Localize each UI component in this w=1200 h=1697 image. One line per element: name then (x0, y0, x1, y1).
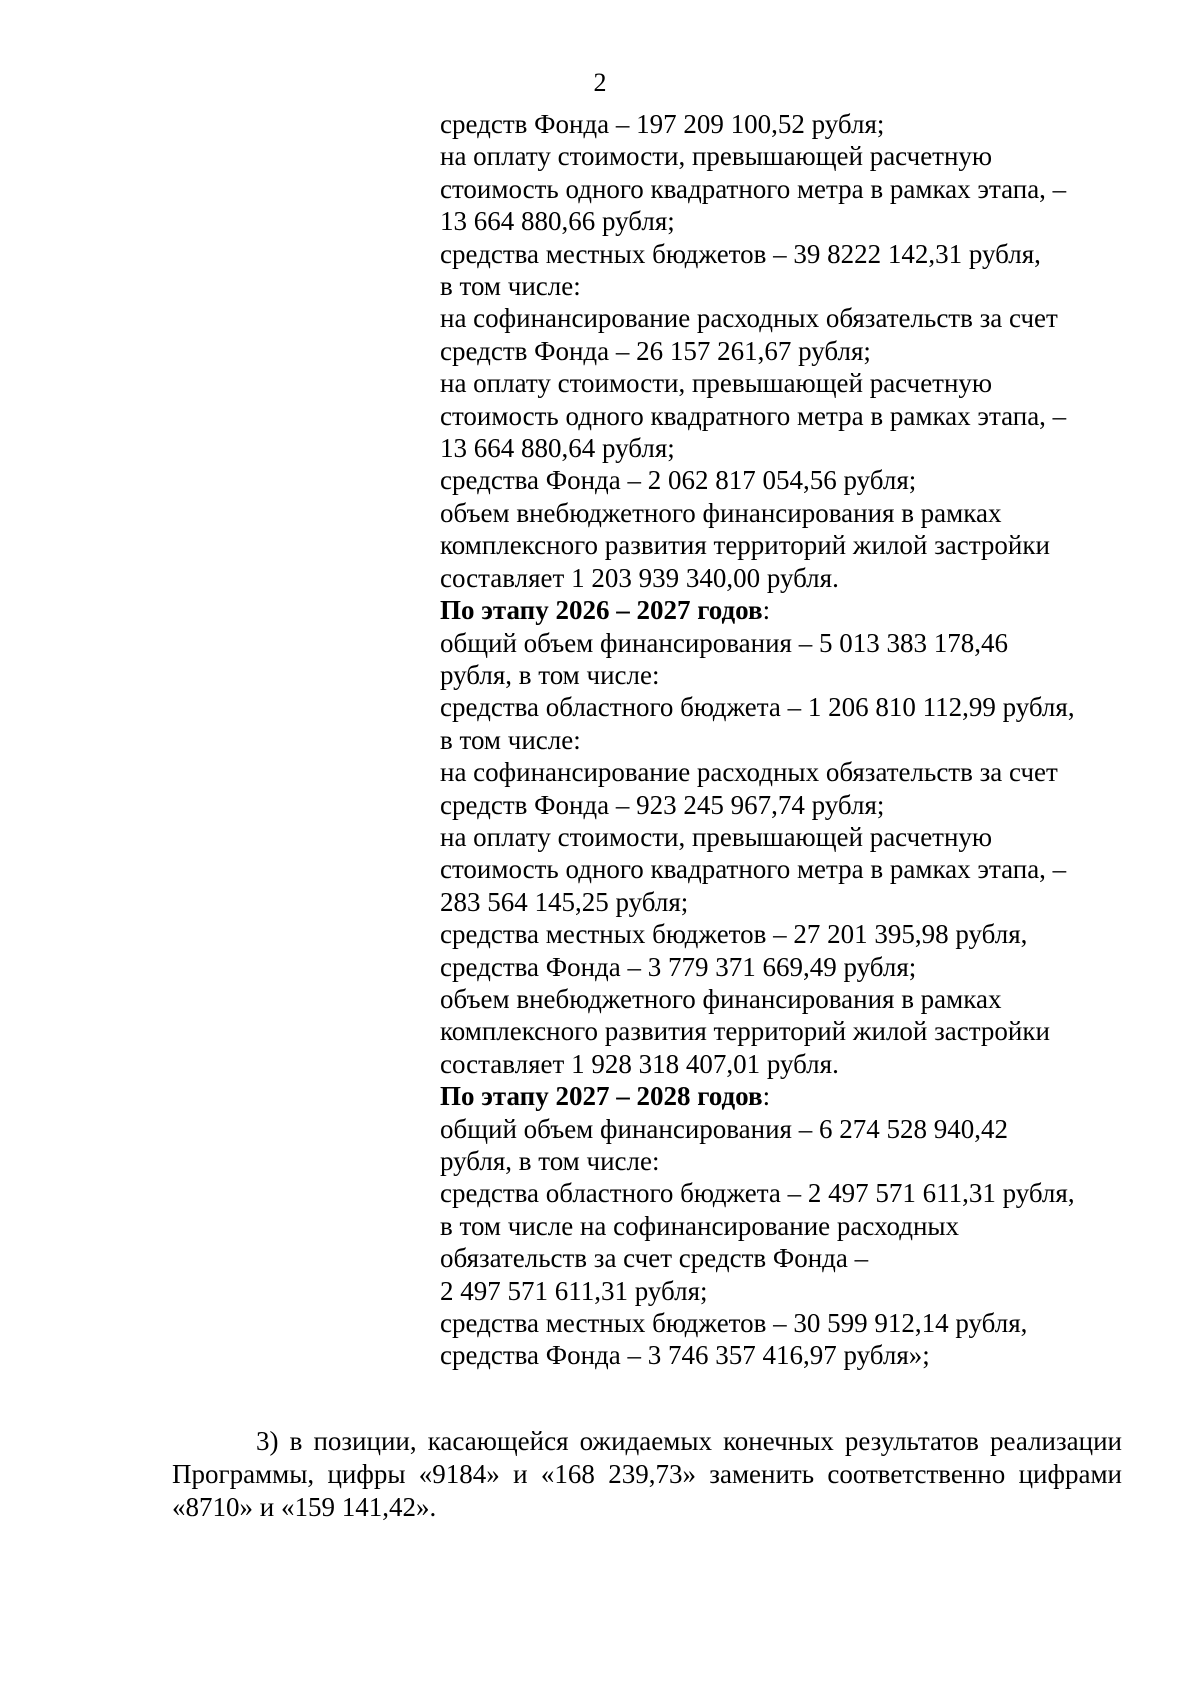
text-line: в том числе на софинансирование расходных (440, 1210, 960, 1241)
text-line: средства Фонда – 3 746 357 416,97 рубля»; (440, 1340, 930, 1371)
text-line: средства Фонда – 2 062 817 054,56 рубля; (440, 465, 917, 496)
text-line: объем внебюджетного финансирования в рамках (440, 983, 1002, 1014)
text-line: 283 564 145,25 рубля; (440, 886, 689, 917)
text-line: стоимость одного квадратного метра в рамках этапа, – (440, 854, 1067, 885)
text-line: стоимость одного квадратного метра в рамках этапа, – (440, 400, 1067, 431)
text-line: стоимость одного квадратного метра в рамках этапа, – (440, 173, 1067, 204)
text-line: общий объем финансирования – 5 013 383 178,46 (440, 627, 1008, 658)
page-number: 2 (593, 68, 607, 97)
text-line: средства местных бюджетов – 27 201 395,98 рубля, (440, 919, 1028, 950)
paragraph-line: 3) в позиции, касающейся ожидаемых конечных результатов реализации (256, 1426, 1122, 1456)
financing-column (440, 108, 1140, 1372)
text-line: 13 664 880,66 рубля; (440, 206, 675, 237)
amendment-paragraph (172, 1425, 1122, 1524)
text-line: 2 497 571 611,31 рубля; (440, 1275, 708, 1306)
text-line: комплексного развития территорий жилой застройки (440, 530, 1050, 561)
stage-heading-line (440, 594, 1140, 626)
text-line: средства местных бюджетов – 39 8222 142,31 рубля, (440, 238, 1041, 269)
text-line: на оплату стоимости, превышающей расчетную (440, 368, 993, 399)
text-line: средства Фонда – 3 779 371 669,49 рубля; (440, 951, 917, 982)
text-line: 13 664 880,64 рубля; (440, 433, 675, 464)
text-line: в том числе: (440, 271, 581, 302)
stage-heading-suffix: : (762, 1081, 771, 1112)
stage-heading-line (440, 1080, 1140, 1112)
text-line: в том числе: (440, 724, 581, 755)
stage-heading: По этапу 2027 – 2028 годов (440, 1081, 763, 1112)
stage-heading: По этапу 2026 – 2027 годов (440, 595, 763, 626)
text-line: рубля, в том числе: (440, 1146, 660, 1176)
text-line: комплексного развития территорий жилой застройки (440, 1016, 1050, 1047)
text-line: на софинансирование расходных обязательств за счет (440, 757, 1058, 788)
text-line: средств Фонда – 26 157 261,67 рубля; (440, 335, 871, 366)
text-line: на оплату стоимости, превышающей расчетную (440, 821, 993, 852)
text-line: составляет 1 203 939 340,00 рубля. (440, 562, 839, 593)
text-line: средства местных бюджетов – 30 599 912,14 рубля, (440, 1308, 1028, 1339)
text-line: составляет 1 928 318 407,01 рубля. (440, 1048, 839, 1079)
text-line: средств Фонда – 197 209 100,52 рубля; (440, 109, 885, 139)
text-line: обязательств за счет средств Фонда – (440, 1243, 869, 1274)
text-line: на софинансирование расходных обязательств за счет (440, 303, 1058, 334)
text-line: общий объем финансирования – 6 274 528 940,42 (440, 1113, 1008, 1144)
text-line: на оплату стоимости, превышающей расчетную (440, 141, 993, 172)
text-line: объем внебюджетного финансирования в рамках (440, 497, 1002, 528)
text-line: рубля, в том числе: (440, 659, 660, 690)
paragraph-line: «8710» и «159 141,42». (172, 1492, 437, 1522)
text-line: средства областного бюджета – 2 497 571 611,31 рубля, (440, 1178, 1075, 1209)
text-line: средств Фонда – 923 245 967,74 рубля; (440, 789, 885, 820)
text-line: средства областного бюджета – 1 206 810 112,99 рубля, (440, 692, 1075, 723)
paragraph-line: Программы, цифры «9184» и «168 239,73» заменить соответственно цифрами (172, 1459, 1122, 1489)
stage-heading-suffix: : (762, 595, 771, 626)
